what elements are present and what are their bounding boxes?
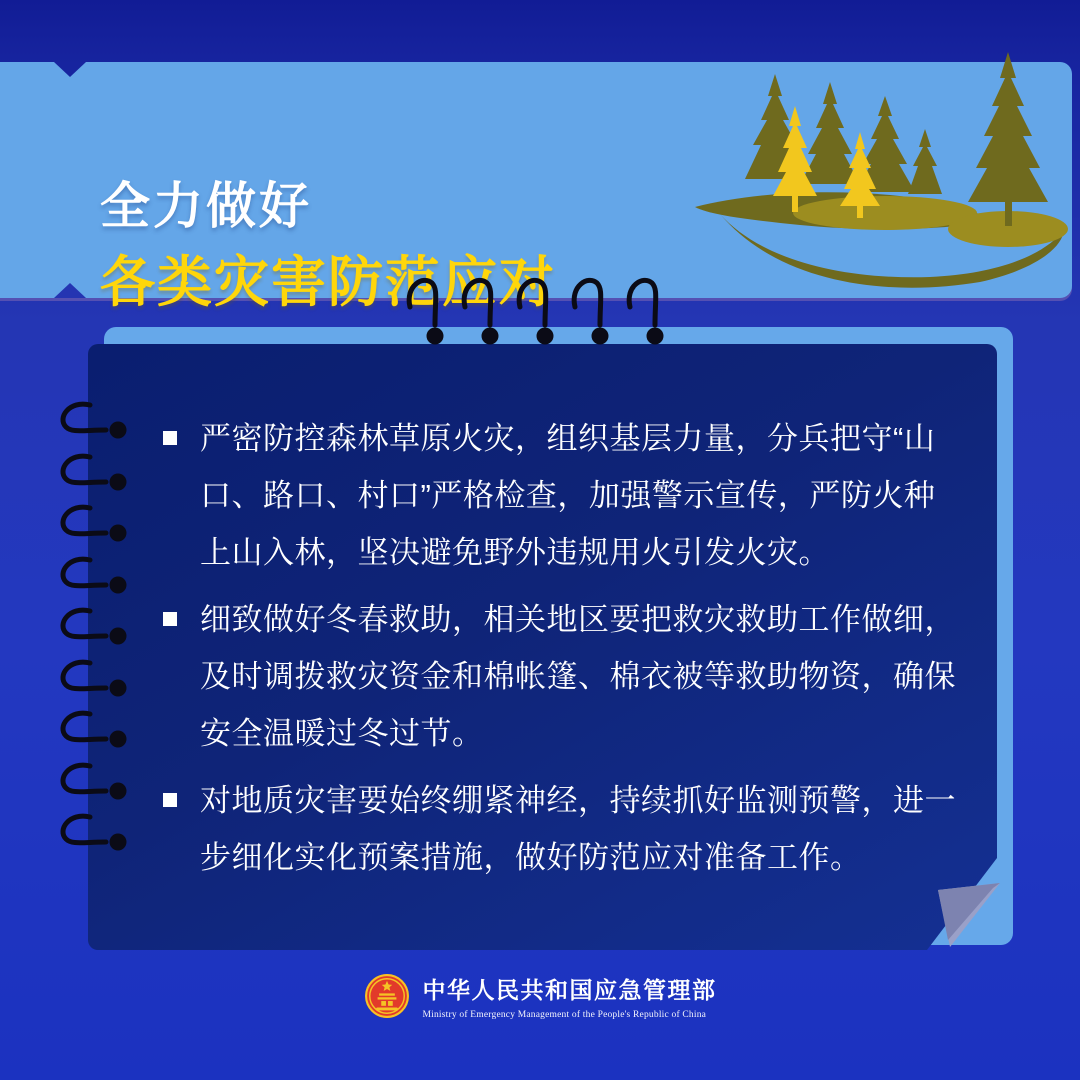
bullet-list [200,410,970,896]
bullet-square-icon [163,431,177,445]
list-item [200,772,970,886]
ribbon-notch-bottom [54,283,86,298]
bullet-text-line: 上山入林，坚决避免野外违规用火引发火灾。 [200,535,830,570]
header-card [0,62,1072,313]
bullet-text-line: 细致做好冬春救助，相关地区要把救灾救助工作做细， [200,602,956,637]
bullet-text-line: 口、路口、村口”严格检查，加强警示宣传，严防火种 [200,478,936,513]
list-item [200,591,970,762]
page-title-line1: 全力做好 [100,178,312,234]
ribbon-notch-top [54,62,86,77]
bullet-text-line: 步细化实化预案措施，做好防范应对准备工作。 [200,840,862,875]
national-emblem-icon [364,973,410,1019]
bullet-text-line: 及时调拨救灾资金和棉帐篷、棉衣被等救助物资，确保 [200,659,956,694]
bullet-square-icon [163,612,177,626]
footer [0,972,1080,1020]
bullet-square-icon [163,793,177,807]
bullet-text-line: 安全温暖过冬过节。 [200,716,484,751]
page-title-line2: 各类灾害防范应对 [100,251,557,313]
forest-illustration-icon [690,44,1070,296]
ministry-name-en: Ministry of Emergency Management of the People's Republic of China [422,1010,707,1020]
bullet-text-line: 严密防控森林草原火灾，组织基层力量，分兵把守“山 [200,421,936,456]
ministry-name-cn: 中华人民共和国应急管理部 [422,977,717,1003]
list-item [200,410,970,581]
bullet-text-line: 对地质灾害要始终绷紧神经，持续抓好监测预警，进一 [200,783,956,818]
